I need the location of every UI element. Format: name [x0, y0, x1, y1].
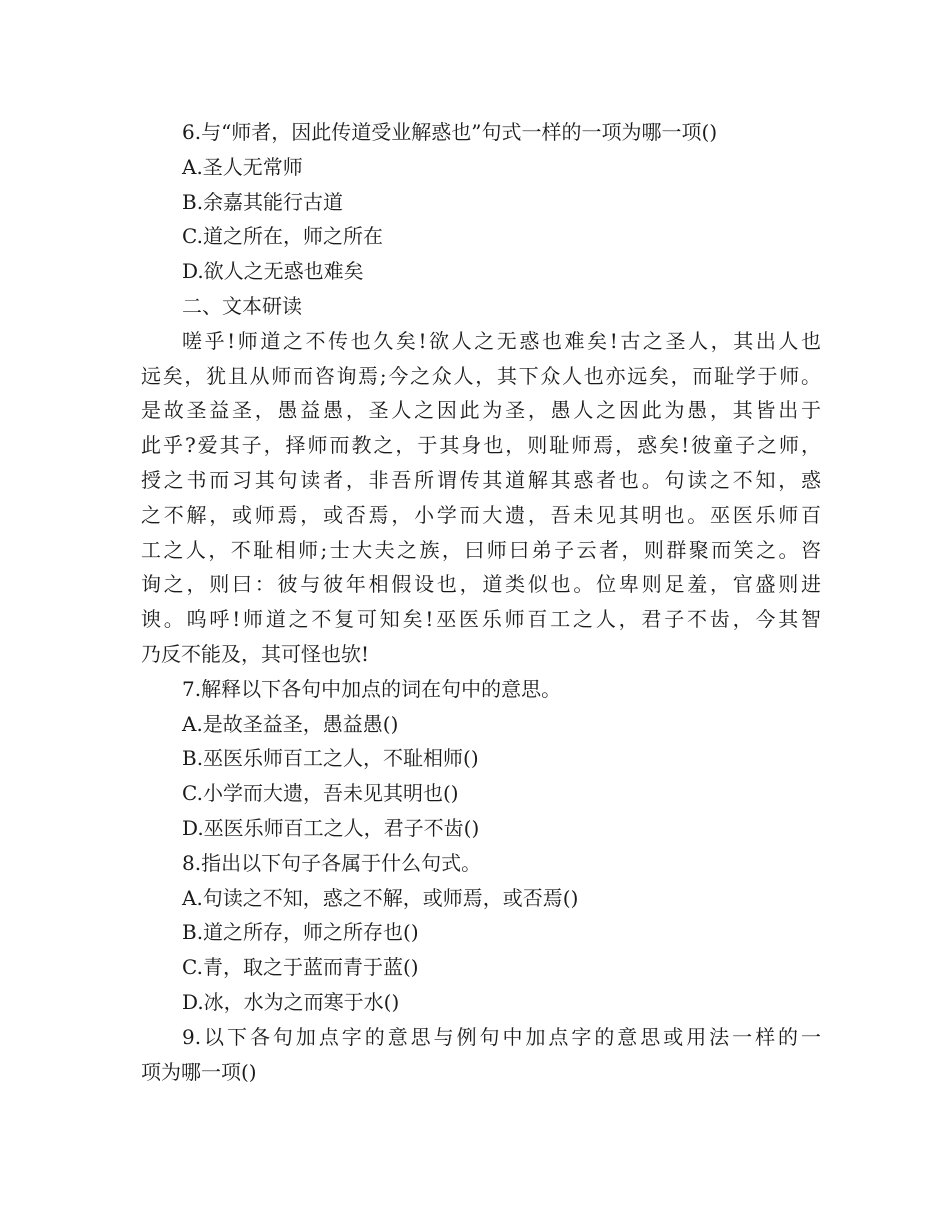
question-9-stem	[141, 1020, 821, 1090]
passage-line: 此乎?爱其子，择师而教之，于其身也，则耻师焉，惑矣!彼童子之师，	[141, 433, 821, 458]
question-9-stem-line: 9.以下各句加点字的意思与例句中加点字的意思或用法一样的一	[182, 1024, 821, 1049]
passage	[141, 324, 821, 672]
question-7-stem: 7.解释以下各句中加点的词在句中的意思。	[182, 676, 562, 701]
question-6-option-c: C.道之所在，师之所在	[182, 224, 383, 249]
question-8-stem: 8.指出以下句子各属于什么句式。	[182, 850, 482, 875]
passage-line: 谀。呜呼!师道之不复可知矣!巫医乐师百工之人，君子不齿，今其智	[141, 607, 821, 632]
question-6-stem: 6.与“师者，因此传道受业解惑也”句式一样的一项为哪一项()	[182, 120, 718, 144]
passage-line: 授之书而习其句读者，非吾所谓传其道解其惑者也。句读之不知，惑	[141, 467, 821, 492]
question-6-option-b: B.余嘉其能行古道	[182, 189, 344, 214]
question-8-option-b: B.道之所存，师之所存也()	[182, 920, 419, 945]
question-7-option-b: B.巫医乐师百工之人，不耻相师()	[182, 746, 479, 771]
passage-line: 嗟乎!师道之不传也久矣!欲人之无惑也难矣!古之圣人，其出人也	[182, 328, 821, 353]
question-7-option-c: C.小学而大遗，吾未见其明也()	[182, 781, 459, 806]
passage-line: 是故圣益圣，愚益愚，圣人之因此为圣，愚人之因此为愚，其皆出于	[141, 398, 821, 423]
question-7-option-a: A.是故圣益圣，愚益愚()	[182, 711, 399, 736]
question-7-option-d: D.巫医乐师百工之人，君子不齿()	[182, 815, 480, 840]
question-8-option-a: A.句读之不知，惑之不解，或师焉，或否焉()	[182, 885, 579, 910]
question-6-option-a: A.圣人无常师	[182, 154, 303, 179]
passage-line: 乃反不能及，其可怪也欤!	[141, 641, 370, 666]
question-6-option-d: D.欲人之无惑也难矣	[182, 259, 364, 284]
passage-line: 工之人，不耻相师;士大夫之族，曰师曰弟子云者，则群聚而笑之。咨	[141, 537, 821, 562]
section-title: 二、文本研读	[182, 293, 302, 318]
passage-line: 之不解，或师焉，或否焉，小学而大遗，吾未见其明也。巫医乐师百	[141, 502, 821, 527]
question-8-option-c: C.青，取之于蓝而青于蓝()	[182, 955, 419, 980]
question-9-stem-line: 项为哪一项()	[141, 1059, 257, 1084]
passage-line: 询之，则曰：彼与彼年相假设也，道类似也。位卑则足羞，官盛则进	[141, 572, 821, 597]
document-body	[141, 115, 821, 1089]
passage-line: 远矣，犹且从师而咨询焉;今之众人，其下众人也亦远矣，而耻学于师。	[141, 363, 821, 388]
question-8-option-d: D.冰，水为之而寒于水()	[182, 989, 400, 1014]
